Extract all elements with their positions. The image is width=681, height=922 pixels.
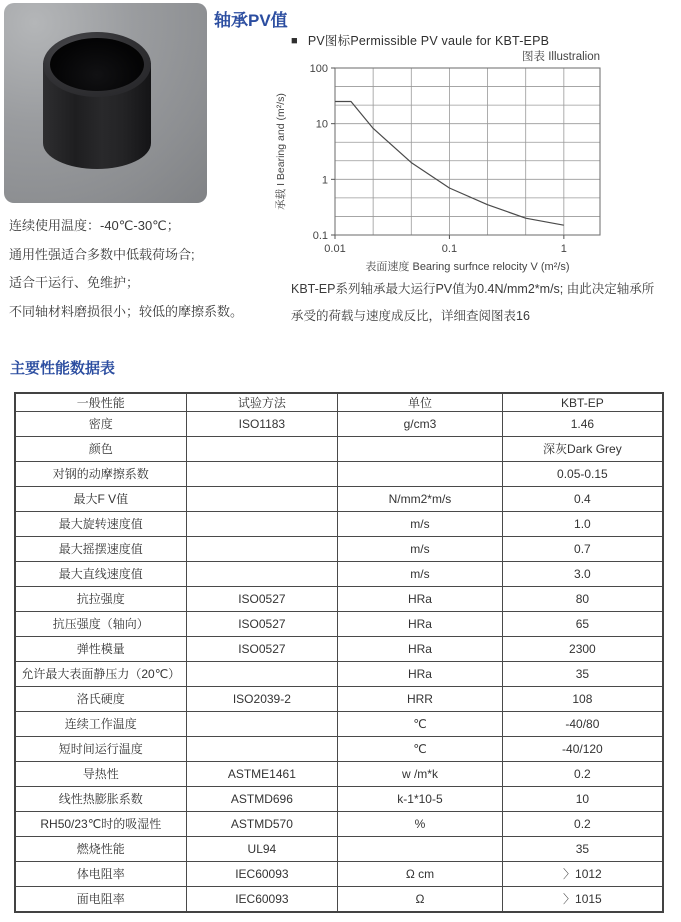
table-cell: ISO2039-2 xyxy=(186,686,338,711)
table-cell: N/mm2*m/s xyxy=(338,486,503,511)
table-cell: w /m*k xyxy=(338,761,503,786)
table-row xyxy=(15,736,663,761)
table-cell: 35 xyxy=(502,836,663,861)
table-cell: HRa xyxy=(338,586,503,611)
table-row xyxy=(15,836,663,861)
table-cell xyxy=(186,736,338,761)
table-cell xyxy=(186,511,338,536)
table-cell: % xyxy=(338,811,503,836)
table-row xyxy=(15,661,663,686)
table-cell: Ω cm xyxy=(338,861,503,886)
table-cell xyxy=(186,661,338,686)
table-row xyxy=(15,886,663,912)
table-cell: 最大摇摆速度值 xyxy=(15,536,186,561)
table-cell xyxy=(186,436,338,461)
table-cell: 洛氏硬度 xyxy=(15,686,186,711)
table-cell: UL94 xyxy=(186,836,338,861)
table-cell: RH50/23℃时的吸湿性 xyxy=(15,811,186,836)
table-cell: m/s xyxy=(338,536,503,561)
performance-table xyxy=(14,392,664,913)
pv-section-title: 轴承PV值 xyxy=(214,11,288,30)
pv-caption-line-1: KBT-EP系列轴承最大运行PV值为0.4N/mm2*m/s; 由此决定轴承所 xyxy=(291,282,655,296)
table-cell: ISO0527 xyxy=(186,586,338,611)
svg-text:图表 Illustralion: 图表 Illustralion xyxy=(522,51,600,63)
feature-line: 连续使用温度：-40℃-30℃； xyxy=(9,218,180,233)
svg-text:0.1: 0.1 xyxy=(312,230,328,242)
table-cell: 0.2 xyxy=(502,811,663,836)
table-cell: 深灰Dark Grey xyxy=(502,436,663,461)
table-cell: 〉1015 xyxy=(502,886,663,912)
table-cell: 连续工作温度 xyxy=(15,711,186,736)
table-cell: m/s xyxy=(338,561,503,586)
table-row xyxy=(15,611,663,636)
table-cell: Ω xyxy=(338,886,503,912)
table-row xyxy=(15,586,663,611)
table-cell: g/cm3 xyxy=(338,412,503,437)
feature-line: 通用性强适合多数中低载荷场合; xyxy=(9,246,195,262)
table-cell: 1.0 xyxy=(502,511,663,536)
table-cell: HRR xyxy=(338,686,503,711)
table-row xyxy=(15,786,663,811)
square-bullet-icon: ■ xyxy=(291,35,298,47)
table-cell: 允许最大表面静压力（20℃） xyxy=(15,661,186,686)
column-header: KBT-EP xyxy=(502,393,663,412)
table-cell: 0.05-0.15 xyxy=(502,461,663,486)
table-row xyxy=(15,486,663,511)
table-cell: ISO1183 xyxy=(186,412,338,437)
table-cell: 短时间运行温度 xyxy=(15,736,186,761)
table-cell: ASTMD570 xyxy=(186,811,338,836)
table-cell xyxy=(338,436,503,461)
table-cell: 抗压强度（轴向） xyxy=(15,611,186,636)
table-cell: 抗拉强度 xyxy=(15,586,186,611)
table-cell: ISO0527 xyxy=(186,636,338,661)
table-cell: 65 xyxy=(502,611,663,636)
table-cell: 导热性 xyxy=(15,761,186,786)
feature-list xyxy=(9,212,243,326)
table-cell: ℃ xyxy=(338,711,503,736)
table-cell: 燃烧性能 xyxy=(15,836,186,861)
product-photo xyxy=(4,3,207,203)
table-row xyxy=(15,511,663,536)
table-cell xyxy=(338,836,503,861)
table-cell: HRa xyxy=(338,661,503,686)
table-cell: 最大旋转速度值 xyxy=(15,511,186,536)
table-cell xyxy=(186,561,338,586)
table-row xyxy=(15,811,663,836)
table-cell: 弹性模量 xyxy=(15,636,186,661)
table-cell xyxy=(186,461,338,486)
table-cell: ASTMD696 xyxy=(186,786,338,811)
table-row xyxy=(15,412,663,437)
chart-header-label: PV图标Permissible PV vaule for KBT-EPB xyxy=(307,34,550,48)
svg-text:表面速度 Bearing surfnce relocity: 表面速度 Bearing surfnce relocity V (m²/s) xyxy=(365,261,570,273)
column-header: 试验方法 xyxy=(186,393,338,412)
table-cell: 1.46 xyxy=(502,412,663,437)
table-cell: -40/120 xyxy=(502,736,663,761)
table-cell: HRa xyxy=(338,636,503,661)
table-cell: ASTME1461 xyxy=(186,761,338,786)
svg-text:0.01: 0.01 xyxy=(324,243,346,255)
table-cell: 2300 xyxy=(502,636,663,661)
table-cell: m/s xyxy=(338,511,503,536)
table-cell: 3.0 xyxy=(502,561,663,586)
table-cell xyxy=(186,711,338,736)
table-row xyxy=(15,436,663,461)
svg-text:1: 1 xyxy=(321,174,328,187)
table-cell: 10 xyxy=(502,786,663,811)
svg-text:100: 100 xyxy=(309,63,328,75)
performance-table-body xyxy=(15,412,663,913)
table-row xyxy=(15,861,663,886)
table-row xyxy=(15,461,663,486)
table-cell: IEC60093 xyxy=(186,886,338,912)
chart-header xyxy=(291,31,549,49)
table-cell: HRa xyxy=(338,611,503,636)
table-cell: IEC60093 xyxy=(186,861,338,886)
table-cell: 0.2 xyxy=(502,761,663,786)
performance-table-title: 主要性能数据表 xyxy=(10,360,116,377)
table-cell: 体电阻率 xyxy=(15,861,186,886)
table-cell: k-1*10-5 xyxy=(338,786,503,811)
column-header: 一般性能 xyxy=(15,393,186,412)
table-cell: 对钢的动摩擦系数 xyxy=(15,461,186,486)
feature-line: 不同轴材料磨损很小；较低的摩擦系数。 xyxy=(9,303,244,319)
table-cell xyxy=(186,486,338,511)
table-cell: 80 xyxy=(502,586,663,611)
table-cell: -40/80 xyxy=(502,711,663,736)
table-cell: 〉1012 xyxy=(502,861,663,886)
table-header-row xyxy=(15,393,663,412)
table-cell: 密度 xyxy=(15,412,186,437)
table-cell: ℃ xyxy=(338,736,503,761)
table-row xyxy=(15,711,663,736)
table-cell: 最大直线速度值 xyxy=(15,561,186,586)
table-cell xyxy=(186,536,338,561)
table-cell: 108 xyxy=(502,686,663,711)
table-cell: 35 xyxy=(502,661,663,686)
column-header: 单位 xyxy=(338,393,503,412)
table-cell: ISO0527 xyxy=(186,611,338,636)
pv-caption-line-2: 承受的荷载与速度成反比，详细查阅图表16 xyxy=(291,309,530,323)
pv-log-log-chart xyxy=(272,48,676,280)
table-cell: 颜色 xyxy=(15,436,186,461)
table-cell: 0.4 xyxy=(502,486,663,511)
table-row xyxy=(15,561,663,586)
table-row xyxy=(15,761,663,786)
table-cell xyxy=(338,461,503,486)
svg-text:1: 1 xyxy=(560,243,567,255)
table-cell: 0.7 xyxy=(502,536,663,561)
table-row xyxy=(15,686,663,711)
table-cell: 面电阻率 xyxy=(15,886,186,912)
svg-text:10: 10 xyxy=(315,118,328,131)
svg-text:0.1: 0.1 xyxy=(441,243,458,255)
feature-line: 适合干运行、免维护； xyxy=(9,275,140,290)
table-cell: 最大F V值 xyxy=(15,486,186,511)
table-row xyxy=(15,636,663,661)
bushing-bore-hole xyxy=(50,38,144,91)
svg-text:承载 I Bearing and (m²/s): 承载 I Bearing and (m²/s) xyxy=(275,93,287,210)
table-cell: 线性热膨胀系数 xyxy=(15,786,186,811)
table-row xyxy=(15,536,663,561)
